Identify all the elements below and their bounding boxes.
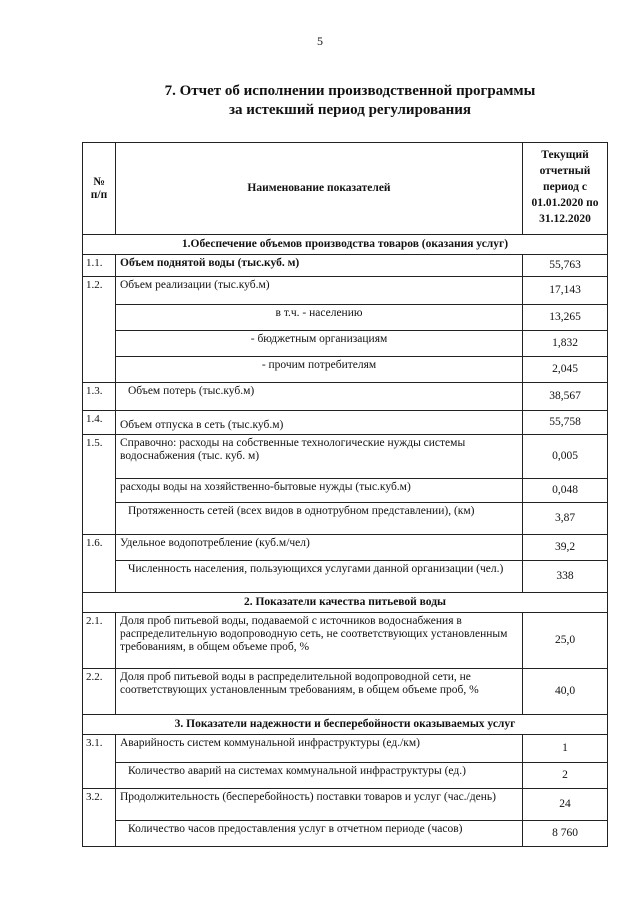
title-line-2: за истекший период регулирования: [228, 102, 472, 118]
row-name: Объем отпуска в сеть (тыс.куб.м): [116, 411, 523, 435]
row-value: 1,832: [523, 331, 608, 357]
row-value: 1: [523, 735, 608, 763]
report-table: [82, 142, 608, 847]
row-name: Объем реализации (тыс.куб.м): [116, 277, 523, 305]
table-row: [83, 821, 608, 847]
table-row: [83, 479, 608, 503]
row-value: 13,265: [523, 305, 608, 331]
row-name: Протяженность сетей (всех видов в однотрубном представлении), (км): [116, 503, 523, 535]
header-num: № п/п: [83, 143, 116, 235]
row-num: 2.2.: [83, 669, 116, 715]
row-num: 3.1.: [83, 735, 116, 789]
table-row: [83, 331, 608, 357]
page-number: 5: [317, 34, 323, 48]
row-value: 17,143: [523, 277, 608, 305]
row-name: Доля проб питьевой воды, подаваемой с источников водоснабжения в распределительную водопроводную сеть, не соответствующих установленным требованиям, в общем объеме проб, %: [116, 613, 523, 669]
section-row: [83, 235, 608, 255]
row-value: 3,87: [523, 503, 608, 535]
row-value: 0,048: [523, 479, 608, 503]
row-num: 1.4.: [83, 411, 116, 435]
header-period: Текущий отчетный период с 01.01.2020 по 31.12.2020: [523, 143, 608, 235]
row-name: Справочно: расходы на собственные технологические нужды системы водоснабжения (тыс. куб. м): [116, 435, 523, 479]
row-value: 38,567: [523, 383, 608, 411]
row-num: 3.2.: [83, 789, 116, 847]
section-row: [83, 715, 608, 735]
row-name: Количество часов предоставления услуг в отчетном периоде (часов): [116, 821, 523, 847]
row-value: 338: [523, 561, 608, 593]
row-num: 1.1.: [83, 255, 116, 277]
table-row: [83, 255, 608, 277]
table-row: [83, 357, 608, 383]
table-row: [83, 789, 608, 821]
section-3-title: 3. Показатели надежности и бесперебойности оказываемых услуг: [83, 715, 608, 735]
row-name: Количество аварий на системах коммунальной инфраструктуры (ед.): [116, 763, 523, 789]
row-num: 2.1.: [83, 613, 116, 669]
row-value: 2,045: [523, 357, 608, 383]
row-name: расходы воды на хозяйственно-бытовые нужды (тыс.куб.м): [116, 479, 523, 503]
row-num: 1.5.: [83, 435, 116, 535]
table-row: [83, 503, 608, 535]
table-row: [83, 411, 608, 435]
table-row: [83, 535, 608, 561]
row-value: 25,0: [523, 613, 608, 669]
document-title: [0, 82, 640, 120]
row-name: Продолжительность (бесперебойность) поставки товаров и услуг (час./день): [116, 789, 523, 821]
section-2-title: 2. Показатели качества питьевой воды: [83, 593, 608, 613]
row-value: 39,2: [523, 535, 608, 561]
title-line-1: 7. Отчет об исполнении производственной программы: [164, 83, 536, 99]
row-name: Объем потерь (тыс.куб.м): [116, 383, 523, 411]
row-value: 55,758: [523, 411, 608, 435]
section-1-title: 1.Обеспечение объемов производства товаров (оказания услуг): [83, 235, 608, 255]
row-name: Численность населения, пользующихся услугами данной организации (чел.): [116, 561, 523, 593]
row-name: Объем поднятой воды (тыс.куб. м): [116, 255, 523, 277]
table-row: [83, 613, 608, 669]
table-row: [83, 561, 608, 593]
row-num: 1.2.: [83, 277, 116, 383]
table-row: [83, 383, 608, 411]
table-header-row: [83, 143, 608, 235]
row-value: 55,763: [523, 255, 608, 277]
table-row: [83, 277, 608, 305]
row-num: 1.6.: [83, 535, 116, 593]
row-value: 40,0: [523, 669, 608, 715]
header-name: Наименование показателей: [116, 143, 523, 235]
row-name: Доля проб питьевой воды в распределительной водопроводной сети, не соответствующих установленным требованиям, в общем объеме проб, %: [116, 669, 523, 715]
table-row: [83, 305, 608, 331]
section-row: [83, 593, 608, 613]
row-num: 1.3.: [83, 383, 116, 411]
row-name: - прочим потребителям: [116, 357, 523, 383]
row-value: 24: [523, 789, 608, 821]
row-name: Удельное водопотребление (куб.м/чел): [116, 535, 523, 561]
row-name: - бюджетным организациям: [116, 331, 523, 357]
row-value: 0,005: [523, 435, 608, 479]
table-row: [83, 763, 608, 789]
table-row: [83, 735, 608, 763]
row-name: в т.ч. - населению: [116, 305, 523, 331]
row-value: 8 760: [523, 821, 608, 847]
row-name: Аварийность систем коммунальной инфраструктуры (ед./км): [116, 735, 523, 763]
table-row: [83, 669, 608, 715]
table-row: [83, 435, 608, 479]
row-value: 2: [523, 763, 608, 789]
